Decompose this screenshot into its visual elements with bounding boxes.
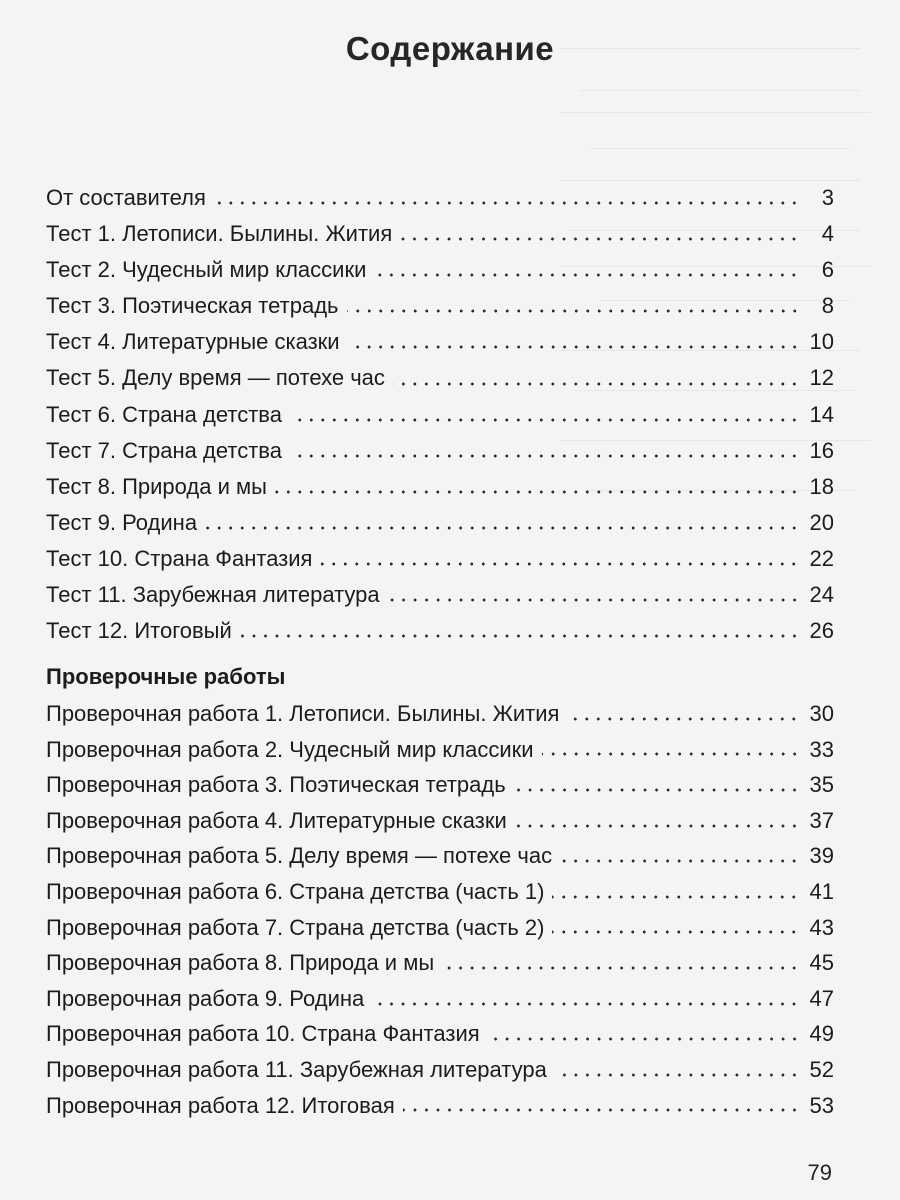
toc-entry-page: 22 (809, 545, 834, 571)
toc-entry-test[interactable] (46, 288, 834, 324)
toc-entry-test[interactable] (46, 324, 834, 360)
toc-entry-work[interactable] (46, 1016, 834, 1052)
toc-entry-label: Проверочная работа 9. Родина (46, 985, 365, 1011)
toc-entry-label: Тест 2. Чудесный мир классики (46, 257, 367, 283)
toc-entry-work[interactable] (46, 1088, 834, 1124)
toc-entry-label: Тест 1. Летописи. Былины. Жития (46, 221, 393, 247)
dot-leader (488, 1037, 800, 1041)
toc-entry-test[interactable] (46, 397, 834, 433)
dot-leader (348, 345, 800, 349)
dot-leader (552, 895, 800, 899)
toc-entry-work[interactable] (46, 1052, 834, 1088)
toc-entry-label: Тест 11. Зарубежная литература (46, 582, 380, 608)
toc-entry-page: 20 (809, 509, 834, 535)
toc-entry-label: Тест 6. Страна детства (46, 401, 282, 427)
dot-leader (514, 788, 800, 792)
toc-entry-work[interactable] (46, 945, 834, 981)
toc-entry-page: 26 (809, 618, 834, 644)
dot-leader (552, 930, 800, 934)
dot-leader (403, 1108, 800, 1112)
toc-entry-page: 37 (809, 807, 834, 833)
toc-entry-page: 8 (821, 293, 834, 319)
toc-entry-page: 10 (809, 329, 834, 355)
dot-leader (214, 201, 800, 205)
toc-entry-work[interactable] (46, 767, 834, 803)
toc-entry-label: Тест 12. Итоговый (46, 618, 232, 644)
dot-leader (374, 273, 800, 277)
dot-leader (400, 237, 800, 241)
toc-entry-page: 53 (809, 1092, 834, 1118)
dot-leader (290, 454, 800, 458)
dot-leader (393, 382, 800, 386)
toc-entry-page: 30 (809, 701, 834, 726)
toc-entry-label: Проверочная работа 1. Летописи. Былины. Жития (46, 701, 560, 726)
toc-entry-label: Тест 3. Поэтическая тетрадь (46, 293, 339, 319)
toc-entry-page: 52 (809, 1056, 834, 1082)
dot-leader (275, 490, 800, 494)
toc-entry-test[interactable] (46, 252, 834, 288)
toc-entry-work[interactable] (46, 981, 834, 1017)
toc-entry-label: Проверочная работа 7. Страна детства (часть 2) (46, 914, 545, 940)
toc-entry-work[interactable] (46, 838, 834, 874)
toc-entry-test[interactable] (46, 360, 834, 396)
toc-entry-test[interactable] (46, 505, 834, 541)
dot-leader (205, 526, 800, 530)
toc-entry-test[interactable] (46, 577, 834, 613)
toc-entry-intro[interactable] (46, 180, 834, 216)
dot-leader (372, 1002, 800, 1006)
page-number: 79 (807, 1160, 832, 1185)
toc-entry-label: Проверочная работа 4. Литературные сказки (46, 807, 507, 833)
toc-entry-page: 41 (809, 878, 834, 904)
toc-entry-test[interactable] (46, 613, 834, 649)
toc-entry-work[interactable] (46, 732, 834, 768)
toc-entry-label: От составителя (46, 185, 206, 210)
works-list (46, 696, 834, 1123)
toc-entry-test[interactable] (46, 216, 834, 252)
toc-entry-label: Тест 7. Страна детства (46, 437, 282, 463)
toc-entry-label: Тест 9. Родина (46, 509, 198, 535)
toc-entry-page: 24 (809, 582, 834, 608)
dot-leader (347, 309, 801, 313)
toc-entry-page: 12 (809, 365, 834, 391)
toc-entry-page: 39 (809, 843, 834, 869)
toc-entry-page: 43 (809, 914, 834, 940)
toc-entry-work[interactable] (46, 874, 834, 910)
toc-entry-label: Проверочная работа 12. Итоговая (46, 1092, 395, 1118)
toc-entry-label: Проверочная работа 6. Страна детства (часть 1) (46, 878, 545, 904)
toc-entry-page: 3 (821, 185, 834, 210)
dot-leader (240, 634, 800, 638)
dot-leader (290, 418, 800, 422)
dot-leader (567, 717, 800, 721)
toc-entry-page: 4 (821, 221, 834, 247)
toc-entry-test[interactable] (46, 469, 834, 505)
dot-leader (442, 966, 800, 970)
toc-entry-page: 45 (809, 950, 834, 976)
toc-entry-label: Проверочная работа 2. Чудесный мир классики (46, 736, 534, 762)
toc-entry-label: Тест 8. Природа и мы (46, 473, 267, 499)
tests-list (46, 216, 834, 649)
toc-entry-work[interactable] (46, 803, 834, 839)
toc-entry-label: Проверочная работа 8. Природа и мы (46, 950, 435, 976)
toc-entry-label: Тест 5. Делу время — потехе час (46, 365, 385, 391)
toc-entry-page: 18 (809, 473, 834, 499)
toc-entry-label: Проверочная работа 11. Зарубежная литература (46, 1056, 547, 1082)
toc-entry-page: 16 (809, 437, 834, 463)
toc-entry-page: 47 (809, 985, 834, 1011)
toc-entry-label: Проверочная работа 5. Делу время — потехе час (46, 843, 553, 869)
section-heading: Проверочные работы (46, 664, 286, 689)
toc-entry-work[interactable] (46, 910, 834, 946)
dot-leader (542, 752, 800, 756)
toc-entry-label: Тест 4. Литературные сказки (46, 329, 340, 355)
toc-entry-page: 14 (809, 401, 834, 427)
toc-entry-label: Проверочная работа 10. Страна Фантазия (46, 1021, 480, 1047)
dot-leader (560, 859, 800, 863)
dot-leader (515, 824, 800, 828)
dot-leader (555, 1073, 800, 1077)
toc-entry-page: 6 (821, 257, 834, 283)
dot-leader (388, 598, 800, 602)
toc-entry-test[interactable] (46, 541, 834, 577)
page-title: Содержание (345, 30, 555, 67)
toc-entry-label: Тест 10. Страна Фантазия (46, 545, 313, 571)
toc-tests-section (46, 180, 834, 649)
toc-entry-test[interactable] (46, 433, 834, 469)
toc-entry-work[interactable] (46, 696, 834, 732)
toc-entry-page: 33 (809, 736, 834, 762)
toc-entry-page: 35 (809, 772, 834, 798)
toc-works-section (46, 662, 834, 1123)
toc-entry-label: Проверочная работа 3. Поэтическая тетрадь (46, 772, 506, 798)
toc-entry-page: 49 (809, 1021, 834, 1047)
dot-leader (320, 562, 800, 566)
